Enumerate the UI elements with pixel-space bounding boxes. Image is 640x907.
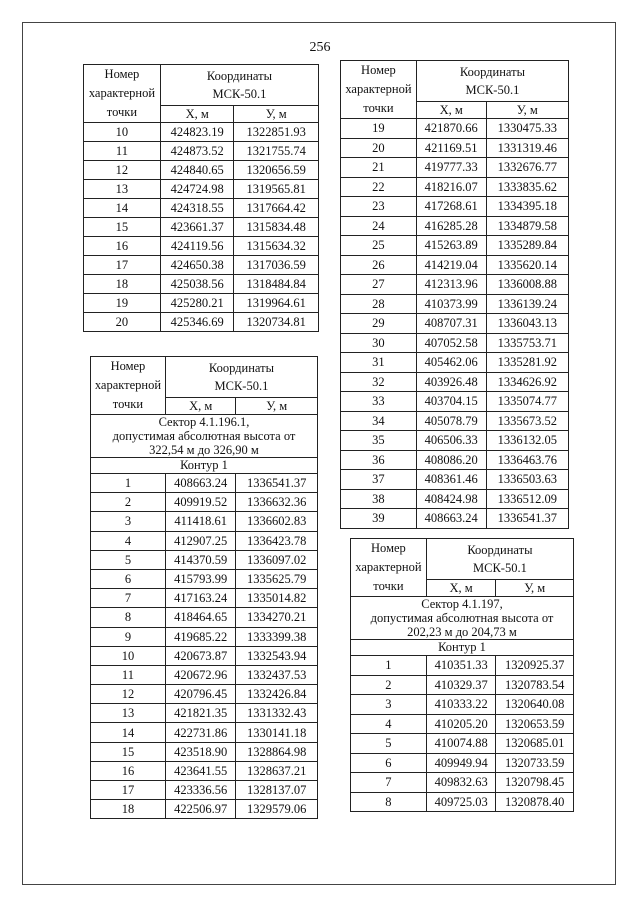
x-coordinate-cell: 410205.20 [426, 714, 496, 734]
table-row [341, 392, 569, 412]
table-row [91, 550, 318, 569]
y-coordinate-cell: 1336043.13 [486, 314, 568, 334]
table-row [351, 656, 574, 676]
y-column-header: У, м [486, 102, 568, 119]
y-coordinate-cell: 1332426.84 [236, 685, 318, 704]
x-coordinate-cell: 405462.06 [416, 353, 486, 373]
x-coordinate-cell: 410329.37 [426, 675, 496, 695]
table-row [91, 761, 318, 780]
y-coordinate-cell: 1320734.81 [234, 313, 319, 332]
y-coordinate-cell: 1330475.33 [486, 119, 568, 139]
y-coordinate-cell: 1336132.05 [486, 431, 568, 451]
table-row [84, 313, 319, 332]
coordinates-table-4 [350, 538, 574, 812]
table-row [84, 199, 319, 218]
x-column-header: Х, м [416, 102, 486, 119]
coordinates-table-1 [83, 64, 319, 332]
x-coordinate-cell: 417268.61 [416, 197, 486, 217]
y-coordinate-cell: 1329579.06 [236, 800, 318, 819]
point-number-cell: 21 [341, 158, 417, 178]
y-coordinate-cell: 1332543.94 [236, 646, 318, 665]
x-coordinate-cell: 421169.51 [416, 138, 486, 158]
x-coordinate-cell: 406506.33 [416, 431, 486, 451]
point-number-cell: 10 [84, 123, 161, 142]
x-coordinate-cell: 410373.99 [416, 294, 486, 314]
y-coordinate-cell: 1331319.46 [486, 138, 568, 158]
x-coordinate-cell: 408086.20 [416, 450, 486, 470]
point-number-cell: 10 [91, 646, 166, 665]
y-coordinate-cell: 1317036.59 [234, 256, 319, 275]
point-number-cell: 4 [91, 531, 166, 550]
y-coordinate-cell: 1315834.48 [234, 218, 319, 237]
x-coordinate-cell: 409949.94 [426, 753, 496, 773]
x-column-header: Х, м [160, 106, 234, 123]
x-coordinate-cell: 408707.31 [416, 314, 486, 334]
table-row [91, 589, 318, 608]
y-coordinate-cell: 1332676.77 [486, 158, 568, 178]
y-coordinate-cell: 1335281.92 [486, 353, 568, 373]
y-coordinate-cell: 1319565.81 [234, 180, 319, 199]
x-coordinate-cell: 420672.96 [165, 665, 236, 684]
point-number-cell: 29 [341, 314, 417, 334]
y-coordinate-cell: 1320878.40 [496, 792, 574, 812]
point-number-cell: 33 [341, 392, 417, 412]
point-number-cell: 39 [341, 509, 417, 529]
point-number-header: Номер характерной точки [91, 357, 166, 415]
x-coordinate-cell: 408663.24 [416, 509, 486, 529]
y-coordinate-cell: 1328137.07 [236, 781, 318, 800]
y-coordinate-cell: 1331332.43 [236, 704, 318, 723]
x-coordinate-cell: 408361.46 [416, 470, 486, 490]
point-number-cell: 4 [351, 714, 427, 734]
y-coordinate-cell: 1335753.71 [486, 333, 568, 353]
x-coordinate-cell: 414219.04 [416, 255, 486, 275]
x-coordinate-cell: 403704.15 [416, 392, 486, 412]
point-number-cell: 20 [341, 138, 417, 158]
point-number-cell: 17 [84, 256, 161, 275]
table-row [341, 353, 569, 373]
table-row [84, 256, 319, 275]
point-number-cell: 14 [91, 723, 166, 742]
point-number-cell: 37 [341, 470, 417, 490]
table-row [341, 177, 569, 197]
table-row [341, 119, 569, 139]
table-row [341, 294, 569, 314]
point-number-cell: 15 [91, 742, 166, 761]
point-number-header: Номер характерной точки [341, 61, 417, 119]
y-coordinate-cell: 1335673.52 [486, 411, 568, 431]
x-coordinate-cell: 410074.88 [426, 734, 496, 754]
table-row [351, 695, 574, 715]
table-row [84, 237, 319, 256]
coordinates-header: Координаты МСК-50.1 [165, 357, 317, 398]
page-number: 256 [309, 40, 331, 55]
y-coordinate-cell: 1336541.37 [486, 509, 568, 529]
table-row [91, 781, 318, 800]
table-row [91, 493, 318, 512]
y-coordinate-cell: 1336503.63 [486, 470, 568, 490]
x-coordinate-cell: 422506.97 [165, 800, 236, 819]
x-coordinate-cell: 424318.55 [160, 199, 234, 218]
coordinates-table-2 [90, 356, 318, 819]
x-coordinate-cell: 420796.45 [165, 685, 236, 704]
table-row [91, 608, 318, 627]
point-number-cell: 15 [84, 218, 161, 237]
x-coordinate-cell: 421870.66 [416, 119, 486, 139]
x-coordinate-cell: 410333.22 [426, 695, 496, 715]
table-row [341, 372, 569, 392]
point-number-cell: 32 [341, 372, 417, 392]
y-coordinate-cell: 1333399.38 [236, 627, 318, 646]
y-coordinate-cell: 1328864.98 [236, 742, 318, 761]
y-coordinate-cell: 1335014.82 [236, 589, 318, 608]
table-row [341, 431, 569, 451]
point-number-cell: 26 [341, 255, 417, 275]
table-row [84, 142, 319, 161]
point-number-cell: 9 [91, 627, 166, 646]
x-coordinate-cell: 423336.56 [165, 781, 236, 800]
x-coordinate-cell: 412313.96 [416, 275, 486, 295]
y-coordinate-cell: 1335289.84 [486, 236, 568, 256]
point-number-cell: 23 [341, 197, 417, 217]
point-number-cell: 11 [84, 142, 161, 161]
table-row [351, 773, 574, 793]
table-row [341, 470, 569, 490]
x-coordinate-cell: 424840.65 [160, 161, 234, 180]
y-coordinate-cell: 1336463.76 [486, 450, 568, 470]
x-coordinate-cell: 419685.22 [165, 627, 236, 646]
x-coordinate-cell: 424724.98 [160, 180, 234, 199]
point-number-header: Номер характерной точки [84, 65, 161, 123]
table-row [91, 665, 318, 684]
table-row [91, 512, 318, 531]
point-number-cell: 38 [341, 489, 417, 509]
table-row [84, 161, 319, 180]
point-number-cell: 6 [91, 569, 166, 588]
x-column-header: Х, м [426, 580, 496, 597]
y-coordinate-cell: 1333835.62 [486, 177, 568, 197]
x-coordinate-cell: 409832.63 [426, 773, 496, 793]
point-number-cell: 12 [84, 161, 161, 180]
contour-label: Контур 1 [91, 458, 318, 474]
x-coordinate-cell: 409725.03 [426, 792, 496, 812]
x-coordinate-cell: 411418.61 [165, 512, 236, 531]
point-number-cell: 34 [341, 411, 417, 431]
x-coordinate-cell: 415793.99 [165, 569, 236, 588]
x-coordinate-cell: 415263.89 [416, 236, 486, 256]
point-number-cell: 24 [341, 216, 417, 236]
y-coordinate-cell: 1336139.24 [486, 294, 568, 314]
y-coordinate-cell: 1322851.93 [234, 123, 319, 142]
coordinates-header: Координаты МСК-50.1 [160, 65, 318, 106]
point-number-cell: 13 [84, 180, 161, 199]
y-coordinate-cell: 1320733.59 [496, 753, 574, 773]
x-coordinate-cell: 421821.35 [165, 704, 236, 723]
point-number-cell: 35 [341, 431, 417, 451]
table-row [351, 734, 574, 754]
y-coordinate-cell: 1319964.61 [234, 294, 319, 313]
point-number-cell: 3 [91, 512, 166, 531]
point-number-cell: 7 [351, 773, 427, 793]
x-coordinate-cell: 418216.07 [416, 177, 486, 197]
point-number-cell: 2 [91, 493, 166, 512]
x-coordinate-cell: 425280.21 [160, 294, 234, 313]
sector-caption: Сектор 4.1.197, допустимая абсолютная высота от 202,23 м до 204,73 м [351, 597, 574, 640]
point-number-cell: 20 [84, 313, 161, 332]
x-coordinate-cell: 425346.69 [160, 313, 234, 332]
y-coordinate-cell: 1330141.18 [236, 723, 318, 742]
x-coordinate-cell: 414370.59 [165, 550, 236, 569]
x-coordinate-cell: 422731.86 [165, 723, 236, 742]
table-row [341, 138, 569, 158]
table-row [351, 714, 574, 734]
y-coordinate-cell: 1336423.78 [236, 531, 318, 550]
x-coordinate-cell: 407052.58 [416, 333, 486, 353]
table-row [91, 569, 318, 588]
coordinates-table-3 [340, 60, 569, 529]
x-coordinate-cell: 416285.28 [416, 216, 486, 236]
table-row [84, 294, 319, 313]
y-coordinate-cell: 1320798.45 [496, 773, 574, 793]
y-coordinate-cell: 1335625.79 [236, 569, 318, 588]
x-coordinate-cell: 409919.52 [165, 493, 236, 512]
table-row [341, 158, 569, 178]
point-number-header: Номер характерной точки [351, 539, 427, 597]
point-number-cell: 31 [341, 353, 417, 373]
x-coordinate-cell: 412907.25 [165, 531, 236, 550]
y-coordinate-cell: 1334626.92 [486, 372, 568, 392]
table-row [91, 742, 318, 761]
contour-label: Контур 1 [351, 640, 574, 656]
point-number-cell: 5 [351, 734, 427, 754]
point-number-cell: 19 [341, 119, 417, 139]
point-number-cell: 1 [91, 474, 166, 493]
table-row [341, 450, 569, 470]
y-coordinate-cell: 1336632.36 [236, 493, 318, 512]
x-coordinate-cell: 420673.87 [165, 646, 236, 665]
x-coordinate-cell: 408663.24 [165, 474, 236, 493]
x-coordinate-cell: 423661.37 [160, 218, 234, 237]
point-number-cell: 1 [351, 656, 427, 676]
table-row [351, 753, 574, 773]
table-row [84, 275, 319, 294]
x-coordinate-cell: 424873.52 [160, 142, 234, 161]
point-number-cell: 5 [91, 550, 166, 569]
table-row [341, 509, 569, 529]
y-coordinate-cell: 1320640.08 [496, 695, 574, 715]
y-coordinate-cell: 1336512.09 [486, 489, 568, 509]
y-coordinate-cell: 1320653.59 [496, 714, 574, 734]
point-number-cell: 28 [341, 294, 417, 314]
point-number-cell: 14 [84, 199, 161, 218]
point-number-cell: 13 [91, 704, 166, 723]
table-row [341, 333, 569, 353]
y-coordinate-cell: 1321755.74 [234, 142, 319, 161]
x-coordinate-cell: 419777.33 [416, 158, 486, 178]
x-coordinate-cell: 403926.48 [416, 372, 486, 392]
table-row [351, 675, 574, 695]
table-row [91, 800, 318, 819]
x-coordinate-cell: 417163.24 [165, 589, 236, 608]
table-row [341, 314, 569, 334]
point-number-cell: 16 [91, 761, 166, 780]
point-number-cell: 11 [91, 665, 166, 684]
y-coordinate-cell: 1335074.77 [486, 392, 568, 412]
point-number-cell: 18 [91, 800, 166, 819]
x-coordinate-cell: 423518.90 [165, 742, 236, 761]
point-number-cell: 2 [351, 675, 427, 695]
y-coordinate-cell: 1320925.37 [496, 656, 574, 676]
y-coordinate-cell: 1336541.37 [236, 474, 318, 493]
y-coordinate-cell: 1317664.42 [234, 199, 319, 218]
x-coordinate-cell: 410351.33 [426, 656, 496, 676]
y-column-header: У, м [234, 106, 319, 123]
point-number-cell: 30 [341, 333, 417, 353]
table-row [341, 255, 569, 275]
table-row [91, 474, 318, 493]
table-row [341, 275, 569, 295]
y-coordinate-cell: 1328637.21 [236, 761, 318, 780]
point-number-cell: 36 [341, 450, 417, 470]
y-coordinate-cell: 1335620.14 [486, 255, 568, 275]
x-coordinate-cell: 408424.98 [416, 489, 486, 509]
coordinates-header: Координаты МСК-50.1 [426, 539, 573, 580]
table-row [341, 236, 569, 256]
x-coordinate-cell: 424650.38 [160, 256, 234, 275]
point-number-cell: 3 [351, 695, 427, 715]
point-number-cell: 19 [84, 294, 161, 313]
y-coordinate-cell: 1320783.54 [496, 675, 574, 695]
point-number-cell: 17 [91, 781, 166, 800]
y-coordinate-cell: 1318484.84 [234, 275, 319, 294]
table-row [84, 180, 319, 199]
y-coordinate-cell: 1334270.21 [236, 608, 318, 627]
coordinates-header: Координаты МСК-50.1 [416, 61, 568, 102]
x-column-header: Х, м [165, 398, 236, 415]
table-row [341, 411, 569, 431]
x-coordinate-cell: 418464.65 [165, 608, 236, 627]
y-coordinate-cell: 1334879.58 [486, 216, 568, 236]
y-column-header: У, м [236, 398, 318, 415]
point-number-cell: 18 [84, 275, 161, 294]
y-coordinate-cell: 1320685.01 [496, 734, 574, 754]
point-number-cell: 7 [91, 589, 166, 608]
table-row [91, 704, 318, 723]
table-row [341, 489, 569, 509]
x-coordinate-cell: 424823.19 [160, 123, 234, 142]
sector-caption: Сектор 4.1.196.1, допустимая абсолютная высота от 322,54 м до 326,90 м [91, 415, 318, 458]
point-number-cell: 8 [351, 792, 427, 812]
point-number-cell: 16 [84, 237, 161, 256]
y-coordinate-cell: 1334395.18 [486, 197, 568, 217]
x-coordinate-cell: 423641.55 [165, 761, 236, 780]
x-coordinate-cell: 424119.56 [160, 237, 234, 256]
point-number-cell: 12 [91, 685, 166, 704]
table-row [91, 531, 318, 550]
table-row [84, 218, 319, 237]
table-row [91, 627, 318, 646]
y-coordinate-cell: 1336008.88 [486, 275, 568, 295]
table-row [91, 723, 318, 742]
y-coordinate-cell: 1315634.32 [234, 237, 319, 256]
x-coordinate-cell: 425038.56 [160, 275, 234, 294]
point-number-cell: 6 [351, 753, 427, 773]
y-coordinate-cell: 1336097.02 [236, 550, 318, 569]
table-row [351, 792, 574, 812]
y-coordinate-cell: 1320656.59 [234, 161, 319, 180]
table-row [91, 685, 318, 704]
point-number-cell: 22 [341, 177, 417, 197]
y-coordinate-cell: 1332437.53 [236, 665, 318, 684]
y-column-header: У, м [496, 580, 574, 597]
x-coordinate-cell: 405078.79 [416, 411, 486, 431]
point-number-cell: 25 [341, 236, 417, 256]
table-row [341, 197, 569, 217]
table-row [341, 216, 569, 236]
point-number-cell: 8 [91, 608, 166, 627]
y-coordinate-cell: 1336602.83 [236, 512, 318, 531]
table-row [91, 646, 318, 665]
table-row [84, 123, 319, 142]
point-number-cell: 27 [341, 275, 417, 295]
